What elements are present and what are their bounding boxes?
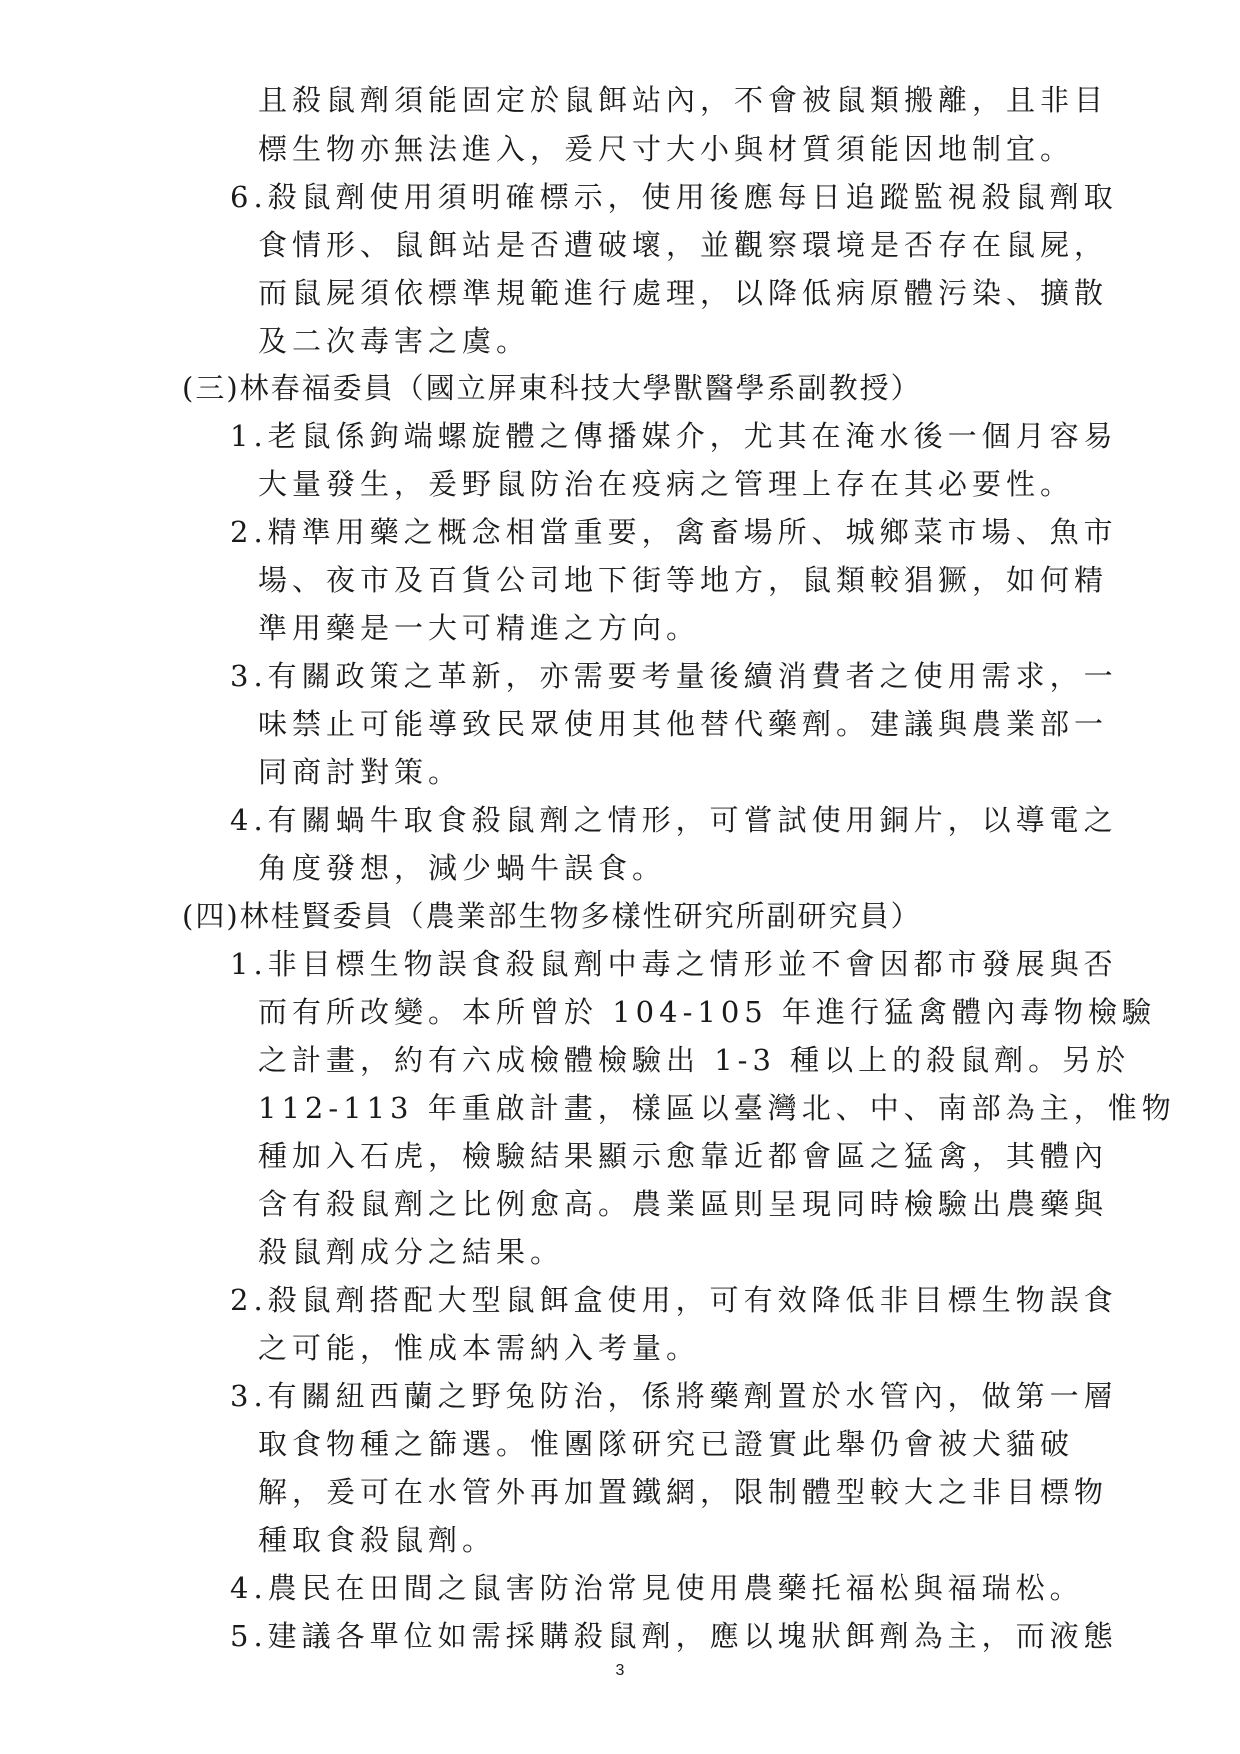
list-item-3: 3.有關政策之革新，亦需要考量後續消費者之使用需求，一: [230, 659, 1118, 693]
text-line: 大量發生，爰野鼠防治在疫病之管理上存在其必要性。: [258, 467, 1075, 501]
list-item-2: 2.殺鼠劑搭配大型鼠餌盒使用，可有效降低非目標生物誤食: [230, 1283, 1118, 1317]
list-item-6: 6.殺鼠劑使用須明確標示，使用後應每日追蹤監視殺鼠劑取: [230, 180, 1118, 214]
text-line: 112-113 年重啟計畫，樣區以臺灣北、中、南部為主，惟物: [258, 1091, 1176, 1125]
section-heading-3: (三)林春福委員（國立屏東科技大學獸醫學系副教授）: [182, 371, 922, 405]
text-line: 而有所改變。本所曾於 104-105 年進行猛禽體內毒物檢驗: [258, 995, 1156, 1029]
section-heading-4: (四)林桂賢委員（農業部生物多樣性研究所副研究員）: [182, 899, 922, 933]
list-item-1: 1.老鼠係鉤端螺旋體之傳播媒介，尤其在淹水後一個月容易: [230, 419, 1118, 453]
list-item-5: 5.建議各單位如需採購殺鼠劑，應以塊狀餌劑為主，而液態: [230, 1619, 1118, 1653]
text-line: 而鼠屍須依標準規範進行處理，以降低病原體污染、擴散: [258, 276, 1109, 310]
text-line: 殺鼠劑成分之結果。: [258, 1235, 565, 1269]
text-line: 準用藥是一大可精進之方向。: [258, 611, 701, 645]
text-line: 場、夜市及百貨公司地下街等地方，鼠類較猖獗，如何精: [258, 563, 1109, 597]
text-line: 之計畫，約有六成檢體檢驗出 1-3 種以上的殺鼠劑。另於: [258, 1043, 1131, 1077]
list-item-4: 4.農民在田間之鼠害防治常見使用農藥托福松與福瑞松。: [230, 1571, 1084, 1605]
text-line: 且殺鼠劑須能固定於鼠餌站內，不會被鼠類搬離，且非目: [258, 83, 1109, 117]
text-line: 含有殺鼠劑之比例愈高。農業區則呈現同時檢驗出農藥與: [258, 1187, 1109, 1221]
list-item-3: 3.有關紐西蘭之野兔防治，係將藥劑置於水管內，做第一層: [230, 1379, 1118, 1413]
text-line: 取食物種之篩選。惟團隊研究已證實此舉仍會被犬貓破: [258, 1427, 1075, 1461]
text-line: 味禁止可能導致民眾使用其他替代藥劑。建議與農業部一: [258, 707, 1109, 741]
list-item-4: 4.有關蝸牛取食殺鼠劑之情形，可嘗試使用銅片，以導電之: [230, 803, 1118, 837]
text-line: 同商討對策。: [258, 755, 463, 789]
text-line: 種加入石虎，檢驗結果顯示愈靠近都會區之猛禽，其體內: [258, 1139, 1109, 1173]
text-line: 食情形、鼠餌站是否遭破壞，並觀察環境是否存在鼠屍，: [258, 228, 1109, 262]
text-line: 之可能，惟成本需納入考量。: [258, 1331, 701, 1365]
page-number: 3: [615, 1662, 625, 1679]
text-line: 標生物亦無法進入，爰尺寸大小與材質須能因地制宜。: [258, 132, 1075, 166]
text-line: 種取食殺鼠劑。: [258, 1523, 497, 1557]
text-line: 解，爰可在水管外再加置鐵網，限制體型較大之非目標物: [258, 1475, 1109, 1509]
text-line: 角度發想，減少蝸牛誤食。: [258, 851, 667, 885]
text-line: 及二次毒害之虞。: [258, 324, 531, 358]
list-item-1: 1.非目標生物誤食殺鼠劑中毒之情形並不會因都市發展與否: [230, 947, 1118, 981]
list-item-2: 2.精準用藥之概念相當重要，禽畜場所、城鄉菜市場、魚市: [230, 515, 1118, 549]
